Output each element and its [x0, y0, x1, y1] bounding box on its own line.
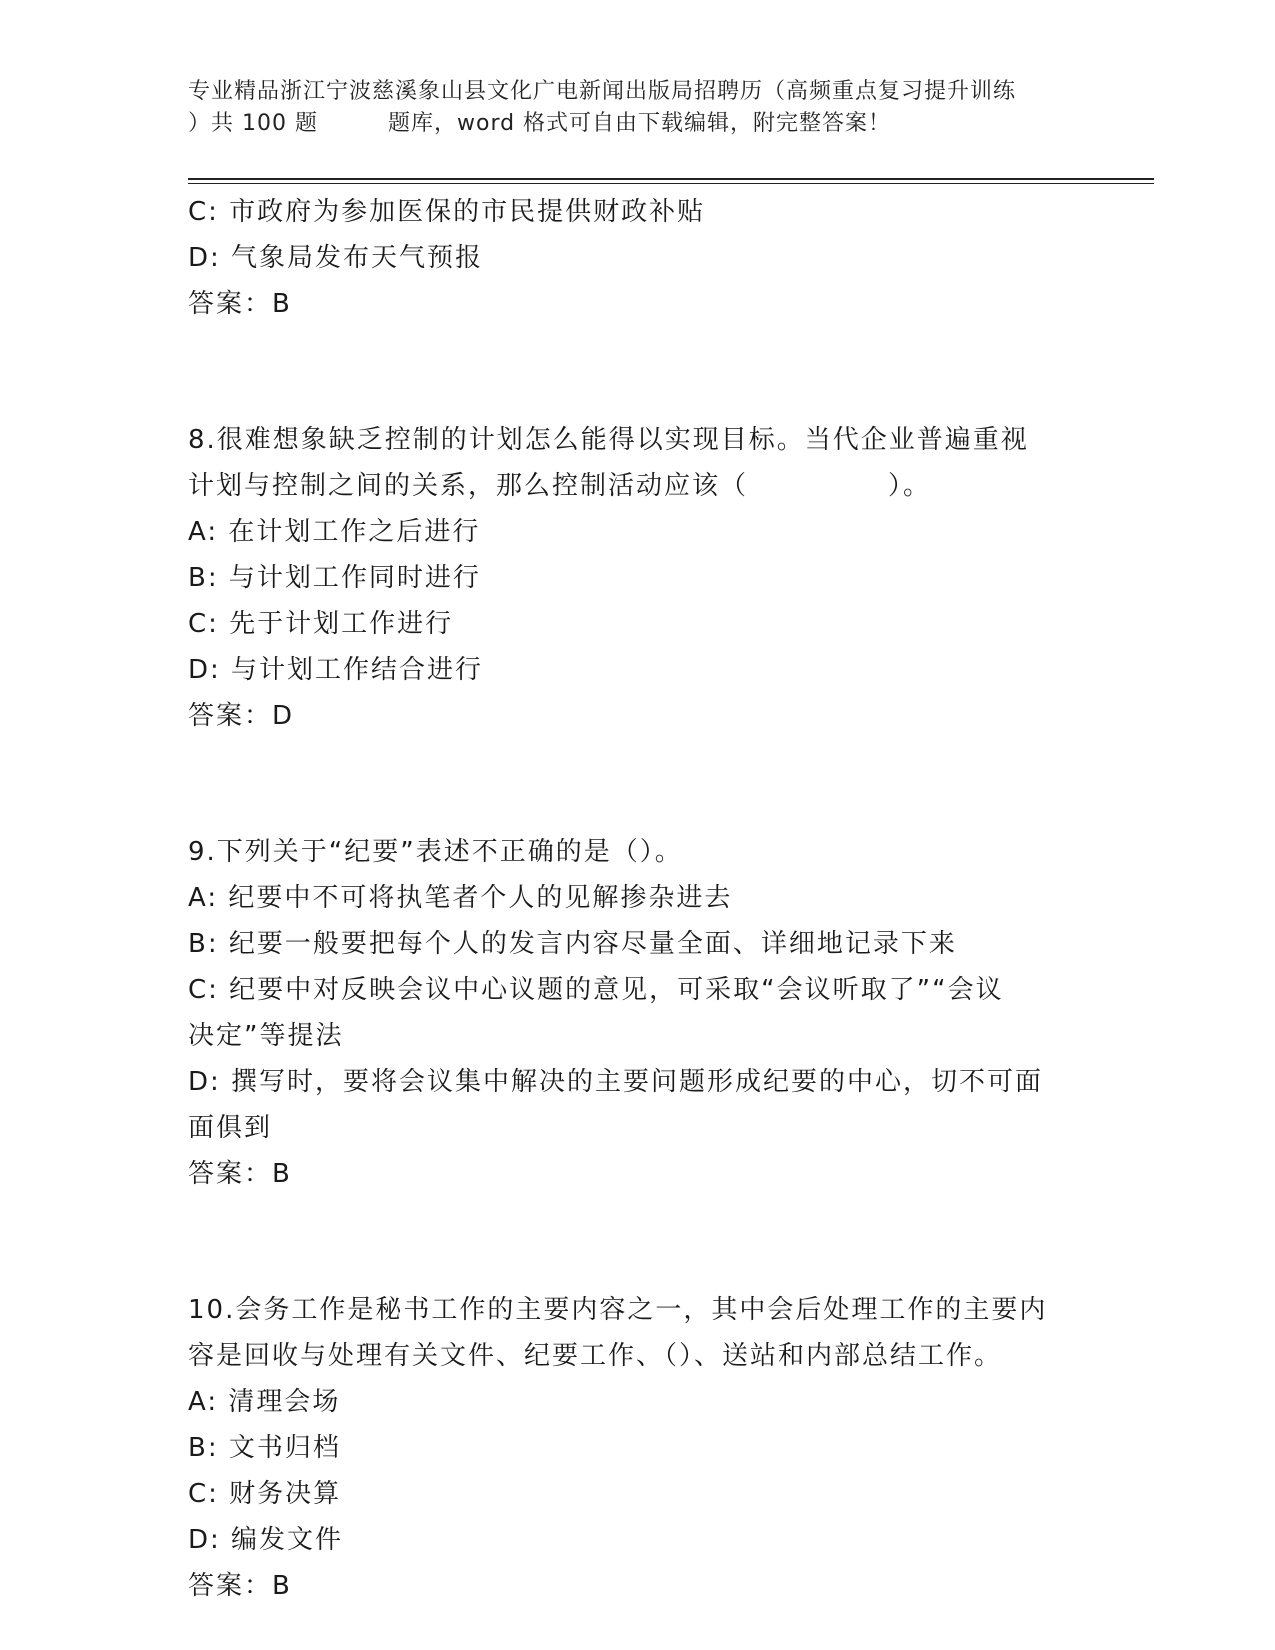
- option-c-continued: 决定”等提法: [188, 1021, 344, 1051]
- option-c: C: 财务决算: [188, 1479, 342, 1509]
- option-c: C: 纪要中对反映会议中心议题的意见，可采取“会议听取了”“会议: [188, 975, 1004, 1005]
- option-a: A: 清理会场: [188, 1387, 341, 1417]
- answer: 答案：B: [188, 1571, 292, 1601]
- question-stem: 8.很难想象缺乏控制的计划怎么能得以实现目标。当代企业普遍重视: [188, 425, 1029, 455]
- question-block-8: [188, 417, 1088, 739]
- option-b: B: 文书归档: [188, 1433, 341, 1463]
- question-stem-continued: 计划与控制之间的关系，那么控制活动应该（ ）。: [188, 471, 932, 501]
- option-c: C: 先于计划工作进行: [188, 609, 454, 639]
- question-stem: 9.下列关于“纪要”表述不正确的是（）。: [188, 837, 683, 867]
- option-d: D: 与计划工作结合进行: [188, 655, 484, 685]
- option-b: B: 与计划工作同时进行: [188, 563, 481, 593]
- header-line-1: 专业精品浙江宁波慈溪象山县文化广电新闻出版局招聘历（高频重点复习提升训练: [188, 79, 1017, 104]
- option-d: D: 气象局发布天气预报: [188, 243, 484, 273]
- question-content: [188, 189, 1088, 1609]
- header-line-2-part-a: ）共 100 题: [188, 111, 318, 136]
- option-d: D: 撰写时，要将会议集中解决的主要问题形成纪要的中心，切不可面: [188, 1067, 1044, 1097]
- header-rule-thick: [188, 178, 1154, 180]
- document-header: [188, 76, 1088, 140]
- question-block-10: [188, 1287, 1088, 1609]
- option-a: A: 在计划工作之后进行: [188, 517, 481, 547]
- option-a: A: 纪要中不可将执笔者个人的见解掺杂进去: [188, 883, 733, 913]
- question-stem-continued: 容是回收与处理有关文件、纪要工作、（）、送站和内部总结工作。: [188, 1341, 1003, 1371]
- answer: 答案：D: [188, 701, 295, 731]
- question-block-prev: [188, 189, 1088, 327]
- header-line-2-part-b: 题库，word 格式可自由下载编辑，附完整答案！: [387, 111, 892, 136]
- option-d-continued: 面俱到: [188, 1113, 273, 1143]
- option-d: D: 编发文件: [188, 1525, 344, 1555]
- question-stem: 10.会务工作是秘书工作的主要内容之一，其中会后处理工作的主要内: [188, 1295, 1048, 1325]
- header-rule-thin: [188, 183, 1154, 184]
- option-b: B: 纪要一般要把每个人的发言内容尽量全面、详细地记录下来: [188, 929, 957, 959]
- answer: 答案：B: [188, 1159, 292, 1189]
- option-c: C: 市政府为参加医保的市民提供财政补贴: [188, 197, 706, 227]
- question-block-9: [188, 829, 1088, 1197]
- header-line-2: [188, 108, 1088, 140]
- answer: 答案：B: [188, 289, 292, 319]
